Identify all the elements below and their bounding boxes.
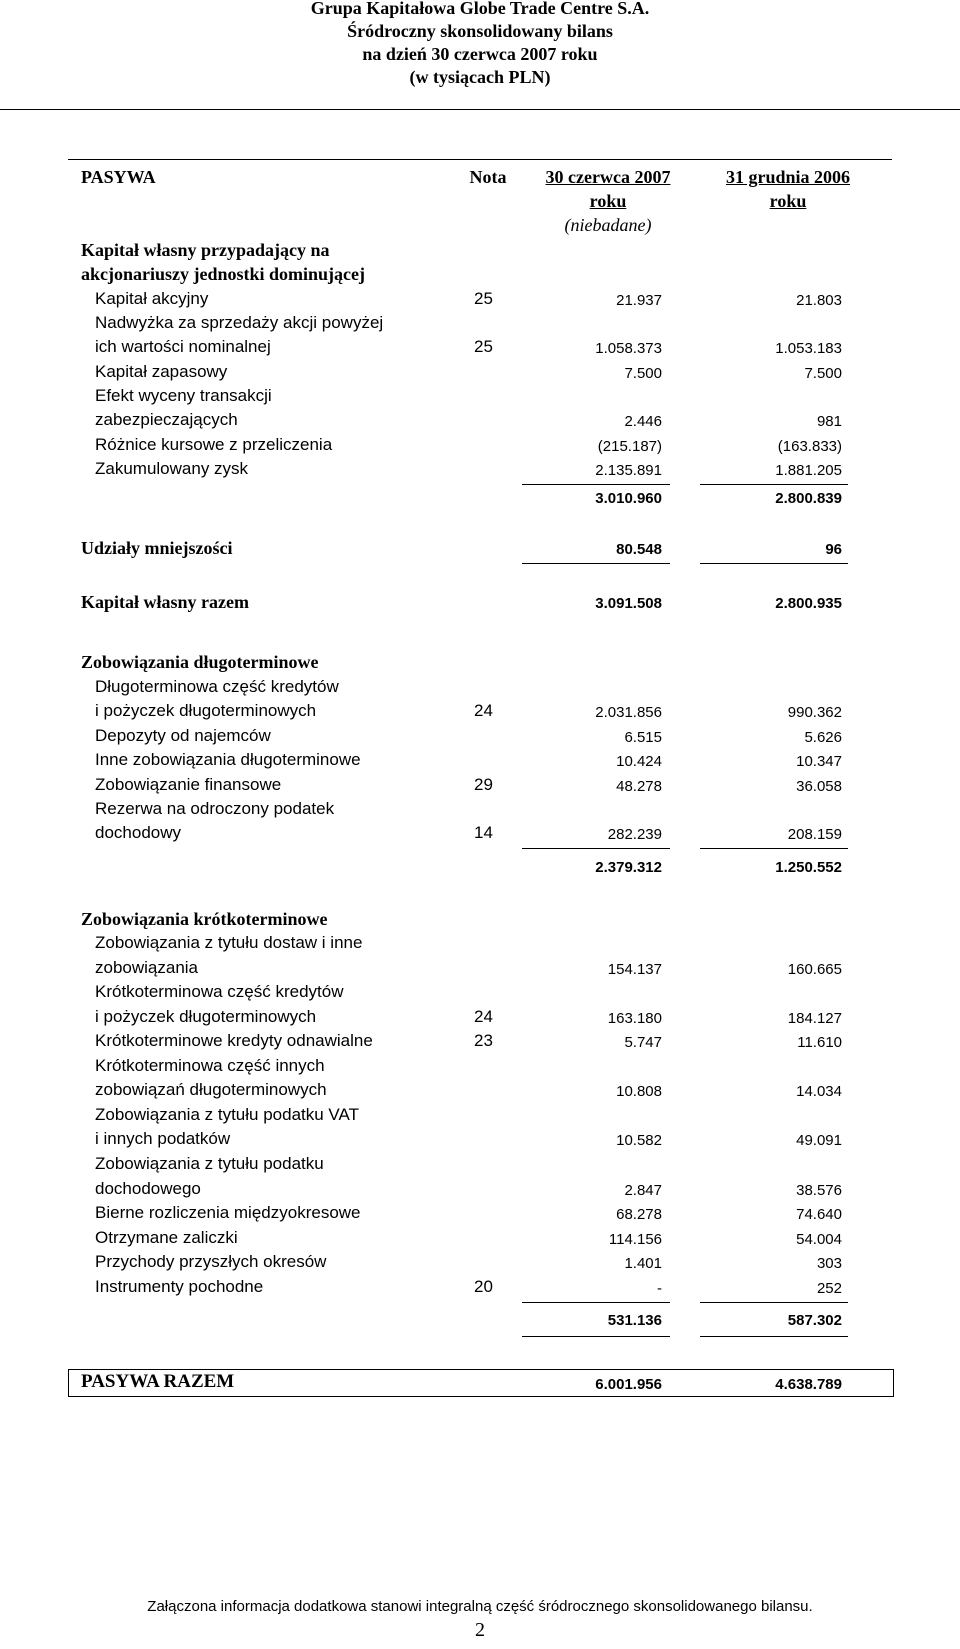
table-row-label: i pożyczek długoterminowych — [95, 1007, 317, 1026]
table-row-value-2006: 1.053.183 — [775, 340, 842, 357]
minority-value-2006: 96 — [825, 541, 842, 558]
long-term-title: Zobowiązania długoterminowe — [81, 652, 319, 672]
table-row-value-2006: 54.004 — [796, 1231, 842, 1248]
table-row-value-2006: 38.576 — [796, 1182, 842, 1199]
equity-subtotal-2007: 3.010.960 — [595, 490, 662, 507]
equity-title-line2: akcjonariuszy jednostki dominującej — [81, 264, 366, 284]
table-row-label: Zakumulowany zysk — [95, 459, 249, 478]
table-row-value-2007: 5.747 — [624, 1034, 662, 1051]
table-row-value-2007: 2.446 — [624, 413, 662, 430]
table-row-value-2007: 154.137 — [607, 961, 662, 978]
minority-value-2007: 80.548 — [616, 541, 662, 558]
table-row-label: Depozyty od najemców — [95, 726, 271, 745]
table-row-value-2006: 303 — [816, 1255, 842, 1272]
table-row-label: Bierne rozliczenia międzyokresowe — [95, 1203, 361, 1222]
section-title: PASYWA — [81, 167, 156, 187]
table-row-value-2007: 48.278 — [616, 778, 662, 795]
grand-total-label: PASYWA RAZEM — [81, 1371, 235, 1392]
table-row-value-2007: (215.187) — [597, 438, 662, 455]
subtotal-rule — [700, 484, 848, 485]
long-term-subtotal-2006: 1.250.552 — [775, 859, 842, 876]
table-row-value-2007: 163.180 — [607, 1010, 662, 1027]
table-row-label: dochodowy — [95, 823, 182, 842]
table-row-label-line1: Nadwyżka za sprzedaży akcji powyżej — [95, 313, 384, 332]
col1-header-status: (niebadane) — [564, 215, 652, 235]
table-row-value-2007: 1.401 — [624, 1255, 662, 1272]
table-row-value-2006: 11.610 — [797, 1034, 842, 1051]
table-row-value-2006: 990.362 — [787, 704, 842, 721]
table-row-value-2006: 160.665 — [787, 961, 842, 978]
long-term-subtotal-2007: 2.379.312 — [595, 859, 662, 876]
col1-header-line1: 30 czerwca 2007 — [545, 167, 671, 187]
table-row-label: dochodowego — [95, 1179, 201, 1198]
table-row-value-2006: 208.159 — [787, 826, 842, 843]
table-row-value-2007: 6.515 — [624, 729, 662, 746]
subtotal-rule — [522, 1302, 670, 1303]
table-row-value-2006: (163.833) — [777, 438, 842, 455]
table-row-label: Zobowiązanie finansowe — [95, 775, 282, 794]
table-row-note: 25 — [474, 337, 493, 356]
document-title: Śródroczny skonsolidowany bilans — [347, 21, 613, 41]
table-row-label-line1: Krótkoterminowa część kredytów — [95, 982, 344, 1001]
currency-unit: (w tysiącach PLN) — [409, 67, 551, 87]
table-row-value-2006: 981 — [816, 413, 842, 430]
header-divider — [0, 109, 960, 110]
table-row-label: Różnice kursowe z przeliczenia — [95, 435, 333, 454]
table-row-value-2006: 1.881.205 — [775, 462, 842, 479]
table-row-value-2007: 21.937 — [616, 292, 662, 309]
table-row-label: Otrzymane zaliczki — [95, 1228, 238, 1247]
table-row-label: Kapitał zapasowy — [95, 362, 228, 381]
table-row-label: Kapitał akcyjny — [95, 289, 209, 308]
table-row-label-line1: Zobowiązania z tytułu podatku — [95, 1154, 324, 1173]
equity-title-line1: Kapitał własny przypadający na — [81, 240, 330, 260]
subtotal-rule — [700, 1336, 848, 1337]
equity-total-2007: 3.091.508 — [595, 595, 662, 612]
subtotal-rule — [700, 848, 848, 849]
table-row-note: 23 — [474, 1031, 493, 1050]
table-row-value-2007: 2.135.891 — [595, 462, 662, 479]
table-row-label: zobowiązań długoterminowych — [95, 1080, 327, 1099]
table-row-note: 20 — [474, 1277, 493, 1296]
col1-header-line2: roku — [589, 191, 627, 211]
grand-total-2007: 6.001.956 — [595, 1376, 662, 1393]
subtotal-rule — [522, 484, 670, 485]
table-row-value-2007: 282.239 — [607, 826, 662, 843]
table-row-value-2006: 10.347 — [796, 753, 842, 770]
table-row-value-2007: 10.582 — [616, 1132, 662, 1149]
table-row-label: Instrumenty pochodne — [95, 1277, 264, 1296]
table-row-label: i pożyczek długoterminowych — [95, 701, 317, 720]
table-row-value-2006: 14.034 — [796, 1083, 842, 1100]
table-row-note: 14 — [474, 823, 493, 842]
table-row-value-2006: 36.058 — [796, 778, 842, 795]
table-top-rule — [68, 159, 892, 160]
table-row-value-2007: 68.278 — [616, 1206, 662, 1223]
table-row-value-2006: 21.803 — [796, 292, 842, 309]
subtotal-rule — [700, 563, 848, 564]
note-column-header: Nota — [469, 167, 507, 187]
table-row-note: 25 — [474, 289, 493, 308]
short-term-subtotal-2006: 587.302 — [787, 1312, 842, 1329]
subtotal-rule — [700, 1302, 848, 1303]
table-row-label: ich wartości nominalnej — [95, 337, 271, 356]
document-date: na dzień 30 czerwca 2007 roku — [362, 44, 598, 64]
table-row-value-2007: 7.500 — [624, 365, 662, 382]
table-row-label: Inne zobowiązania długoterminowe — [95, 750, 361, 769]
company-name: Grupa Kapitałowa Globe Trade Centre S.A. — [310, 0, 650, 18]
table-row-label: zabezpieczających — [95, 410, 238, 429]
table-row-value-2007: 114.156 — [608, 1231, 662, 1248]
equity-total-label: Kapitał własny razem — [81, 592, 249, 612]
minority-label: Udziały mniejszości — [81, 538, 233, 558]
table-row-note: 29 — [474, 775, 493, 794]
table-row-value-2006: 5.626 — [804, 729, 842, 746]
table-row-value-2007: 2.031.856 — [595, 704, 662, 721]
table-row-value-2006: 252 — [816, 1280, 842, 1297]
table-row-value-2007: - — [657, 1280, 662, 1297]
table-row-value-2006: 7.500 — [804, 365, 842, 382]
table-row-label-line1: Zobowiązania z tytułu podatku VAT — [95, 1105, 359, 1124]
col2-header-line2: roku — [769, 191, 807, 211]
footer-note: Załączona informacja dodatkowa stanowi integralną część śródrocznego skonsolidowanego bilansu. — [147, 1598, 813, 1615]
table-row-label-line1: Długoterminowa część kredytów — [95, 677, 339, 696]
table-row-label: zobowiązania — [95, 958, 199, 977]
equity-subtotal-2006: 2.800.839 — [775, 490, 842, 507]
table-row-label-line1: Zobowiązania z tytułu dostaw i inne — [95, 933, 363, 952]
table-row-value-2007: 2.847 — [624, 1182, 662, 1199]
table-row-value-2006: 49.091 — [796, 1132, 842, 1149]
grand-total-2006: 4.638.789 — [775, 1376, 842, 1393]
table-row-note: 24 — [474, 1007, 493, 1026]
short-term-subtotal-2007: 531.136 — [607, 1312, 662, 1329]
page-number: 2 — [475, 1619, 485, 1641]
equity-total-2006: 2.800.935 — [775, 595, 842, 612]
table-row-value-2007: 10.808 — [616, 1083, 662, 1100]
short-term-title: Zobowiązania krótkoterminowe — [81, 909, 328, 929]
table-row-value-2007: 1.058.373 — [595, 340, 662, 357]
table-row-note: 24 — [474, 701, 493, 720]
subtotal-rule — [522, 1336, 670, 1337]
table-row-label-line1: Krótkoterminowa część innych — [95, 1056, 325, 1075]
subtotal-rule — [522, 848, 670, 849]
table-row-label: Przychody przyszłych okresów — [95, 1252, 327, 1271]
table-row-value-2006: 184.127 — [787, 1010, 842, 1027]
col2-header-line1: 31 grudnia 2006 — [725, 167, 851, 187]
table-row-label-line1: Efekt wyceny transakcji — [95, 386, 272, 405]
table-row-value-2006: 74.640 — [796, 1206, 842, 1223]
subtotal-rule — [522, 563, 670, 564]
table-row-label-line1: Rezerwa na odroczony podatek — [95, 799, 335, 818]
table-row-label: i innych podatków — [95, 1129, 231, 1148]
table-row-value-2007: 10.424 — [616, 753, 662, 770]
table-row-label: Krótkoterminowe kredyty odnawialne — [95, 1031, 373, 1050]
